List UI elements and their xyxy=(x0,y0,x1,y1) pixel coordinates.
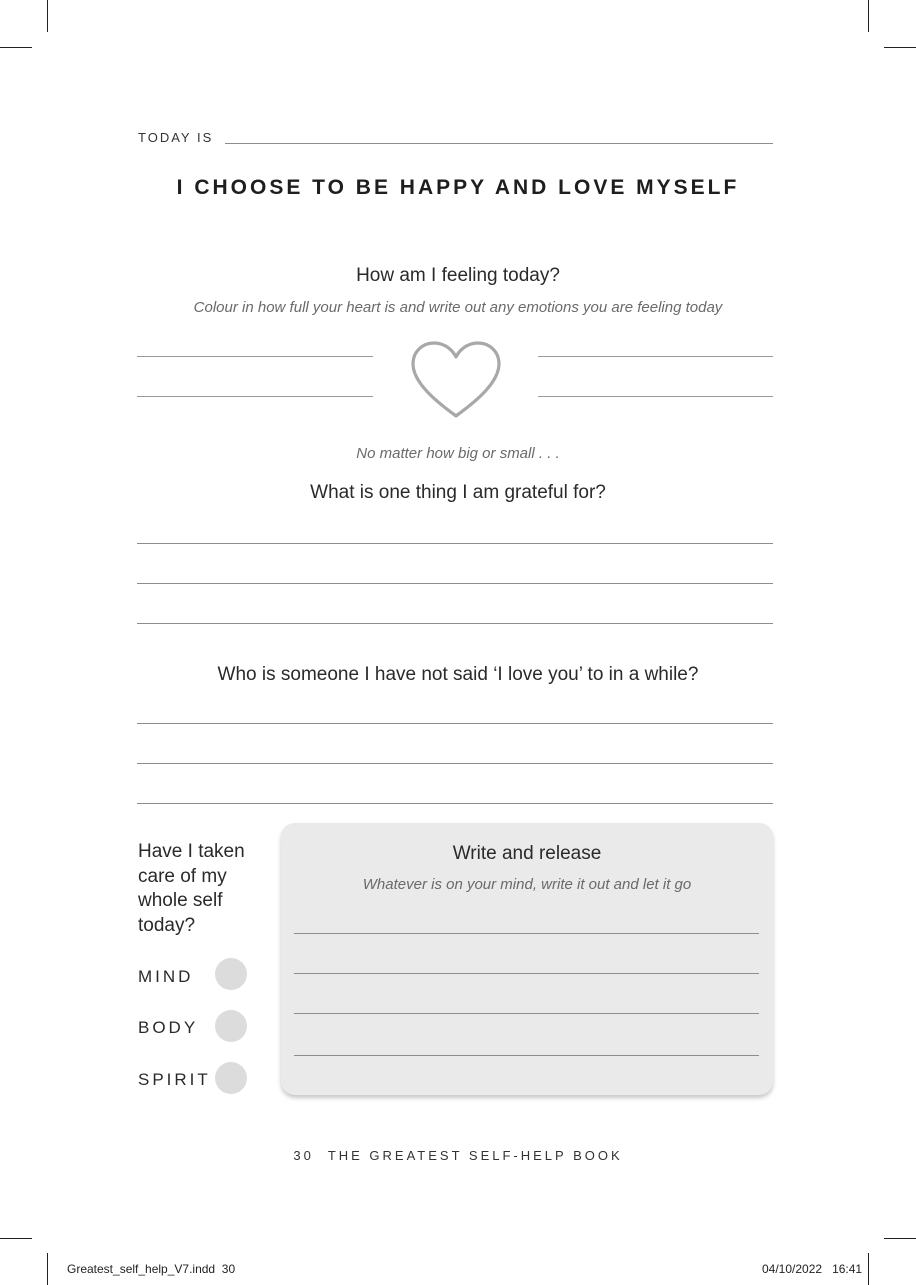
mind-label: MIND xyxy=(138,967,194,986)
emotion-line-left-2[interactable] xyxy=(137,396,373,397)
spirit-label: SPIRIT xyxy=(138,1070,211,1089)
emotion-line-right-1[interactable] xyxy=(538,356,773,357)
release-line-2[interactable] xyxy=(294,973,759,974)
release-title: Write and release xyxy=(452,843,602,864)
release-line-4[interactable] xyxy=(294,1055,759,1056)
page-footer xyxy=(0,1148,916,1163)
crop-mark xyxy=(47,1253,48,1285)
write-release-panel xyxy=(281,823,773,1095)
gratitude-line-1[interactable] xyxy=(137,543,773,544)
release-line-3[interactable] xyxy=(294,1013,759,1014)
slug-date: 04/10/2022 xyxy=(762,1262,823,1276)
mind-checkbox[interactable] xyxy=(215,958,247,990)
feeling-instruction: Colour in how full your heart is and write out any emotions you are feeling today xyxy=(193,299,723,316)
gratitude-line-3[interactable] xyxy=(137,623,773,624)
slug-time: 16:41 xyxy=(832,1262,863,1276)
feeling-question: How am I feeling today? xyxy=(356,265,560,286)
love-question: Who is someone I have not said ‘I love you’ to in a while? xyxy=(217,664,699,685)
gratitude-intro: No matter how big or small . . . xyxy=(356,445,560,462)
page-title: I CHOOSE TO BE HAPPY AND LOVE MYSELF xyxy=(176,176,740,199)
slug-timestamp xyxy=(762,1262,862,1276)
crop-mark xyxy=(47,0,48,32)
love-line-3[interactable] xyxy=(137,803,773,804)
page-number: 30 xyxy=(293,1148,314,1163)
release-line-1[interactable] xyxy=(294,933,759,934)
body-label: BODY xyxy=(138,1018,199,1037)
slug-filename: Greatest_self_help_V7.indd xyxy=(67,1262,216,1276)
heart-icon[interactable] xyxy=(410,340,502,420)
selfcare-question: Have I taken care of my whole self today? xyxy=(138,841,245,936)
slug-file-info xyxy=(67,1262,235,1276)
gratitude-question: What is one thing I am grateful for? xyxy=(310,482,606,503)
spirit-checkbox[interactable] xyxy=(215,1062,247,1094)
crop-mark xyxy=(884,47,916,48)
slug-page: 30 xyxy=(221,1262,236,1276)
emotion-line-right-2[interactable] xyxy=(538,396,773,397)
date-line[interactable] xyxy=(225,143,773,144)
love-line-2[interactable] xyxy=(137,763,773,764)
book-title: THE GREATEST SELF-HELP BOOK xyxy=(327,1148,623,1163)
crop-mark xyxy=(868,0,869,32)
body-checkbox[interactable] xyxy=(215,1010,247,1042)
release-subtitle: Whatever is on your mind, write it out and let it go xyxy=(362,876,692,893)
today-is-label: TODAY IS xyxy=(138,130,214,145)
emotion-line-left-1[interactable] xyxy=(137,356,373,357)
love-line-1[interactable] xyxy=(137,723,773,724)
crop-mark xyxy=(0,1238,32,1239)
crop-mark xyxy=(0,47,32,48)
crop-mark xyxy=(868,1253,869,1285)
crop-mark xyxy=(884,1238,916,1239)
gratitude-line-2[interactable] xyxy=(137,583,773,584)
